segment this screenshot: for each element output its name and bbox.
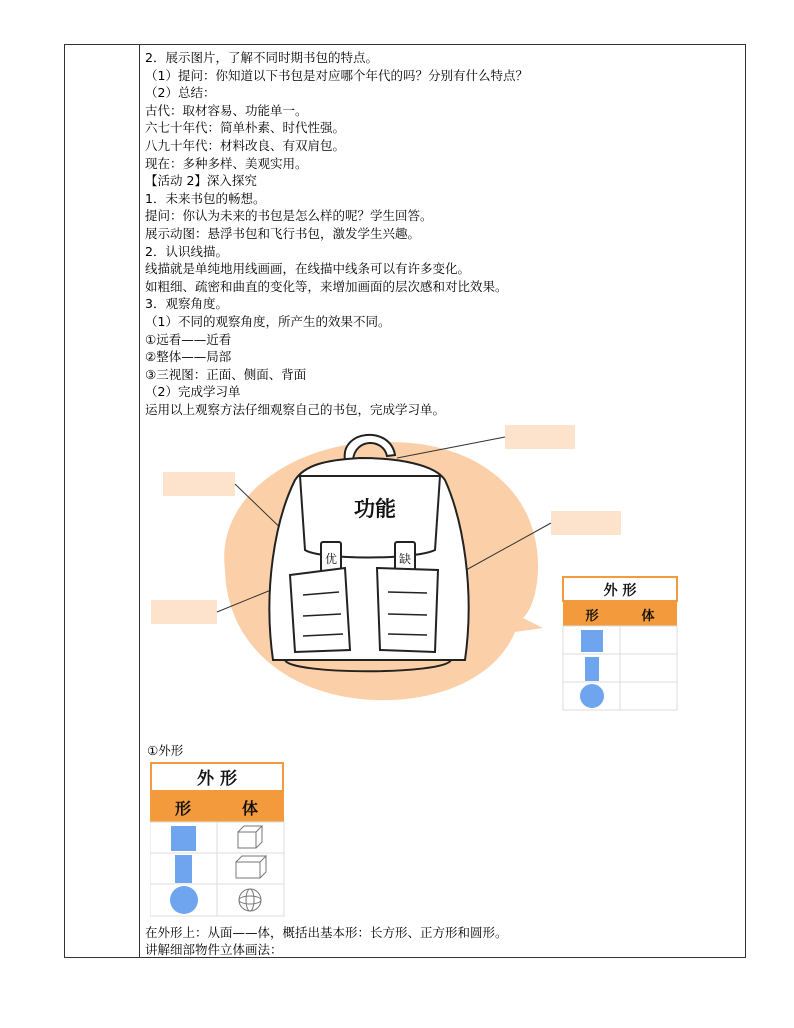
text-line: 3．观察角度。 (145, 296, 228, 312)
big-shape-table (150, 762, 286, 922)
flap-label: 功能 (354, 497, 396, 521)
text-line: ③三视图：正面、侧面、背面 (145, 366, 307, 382)
text-line: 2．认识线描。 (145, 243, 228, 259)
small-table-col2: 体 (641, 609, 655, 624)
text-line: 线描就是单纯地用线画画，在线描中线条可以有许多变化。 (145, 261, 471, 277)
text-line: 在外形上：从面——体，概括出基本形：长方形、正方形和圆形。 (145, 925, 508, 940)
text-line: 现在：多种多样、美观实用。 (145, 155, 308, 171)
tag-disadvantage: 缺 (398, 552, 412, 566)
big-table-col2: 体 (241, 799, 259, 818)
text-line: 1．未来书包的畅想。 (145, 190, 266, 206)
text-line: 古代：取材容易、功能单一。 (145, 102, 308, 118)
big-table-col1: 形 (174, 799, 192, 818)
circle-shape (170, 886, 198, 914)
lesson-text (145, 49, 740, 418)
label-box-left-bottom (151, 600, 217, 624)
text-line: 八九十年代：材料改良、有双肩包。 (145, 137, 346, 153)
text-line: 提问：你认为未来的书包是怎么样的呢？学生回答。 (145, 208, 433, 224)
text-line: 【活动 2】深入探究 (145, 173, 257, 189)
circle-shape (580, 684, 604, 708)
text-line: 讲解细部物件立体画法： (145, 942, 283, 957)
rectangle-shape (585, 657, 599, 681)
text-line: 展示动图：悬浮书包和飞行书包，激发学生兴趣。 (145, 225, 421, 241)
backpack-worksheet-illustration (145, 420, 685, 719)
small-table-title: 外 形 (603, 583, 637, 599)
text-line: ①远看——近看 (145, 331, 232, 347)
square-shape (171, 826, 196, 851)
text-line: （1）提问：你知道以下书包是对应哪个年代的吗？分别有什么特点？ (145, 67, 528, 83)
text-line: 如粗细、疏密和曲直的变化等，来增加画面的层次感和对比效果。 (145, 278, 508, 294)
big-table-title: 外 形 (197, 769, 237, 789)
label-box-right-mid (551, 511, 621, 535)
label-box-top-right (505, 425, 575, 449)
tag-advantage: 优 (324, 552, 338, 566)
text-line: 2．展示图片，了解不同时期书包的特点。 (145, 50, 378, 65)
square-shape (581, 630, 603, 652)
text-line: 运用以上观察方法仔细观察自己的书包，完成学习单。 (145, 401, 446, 417)
rectangle-shape (175, 855, 192, 883)
section-label: ①外形 (147, 743, 184, 758)
text-line: 六七十年代：简单朴素、时代性强。 (145, 120, 346, 136)
text-line: （1）不同的观察角度，所产生的效果不同。 (145, 313, 391, 329)
text-line: （2）总结： (145, 85, 216, 101)
small-shape-table (563, 577, 677, 710)
small-table-col1: 形 (585, 609, 599, 624)
label-box-left-top (163, 472, 235, 496)
summary-text (145, 924, 508, 958)
column-divider (139, 44, 140, 958)
text-line: ②整体——局部 (145, 349, 232, 365)
text-line: （2）完成学习单 (145, 384, 241, 400)
